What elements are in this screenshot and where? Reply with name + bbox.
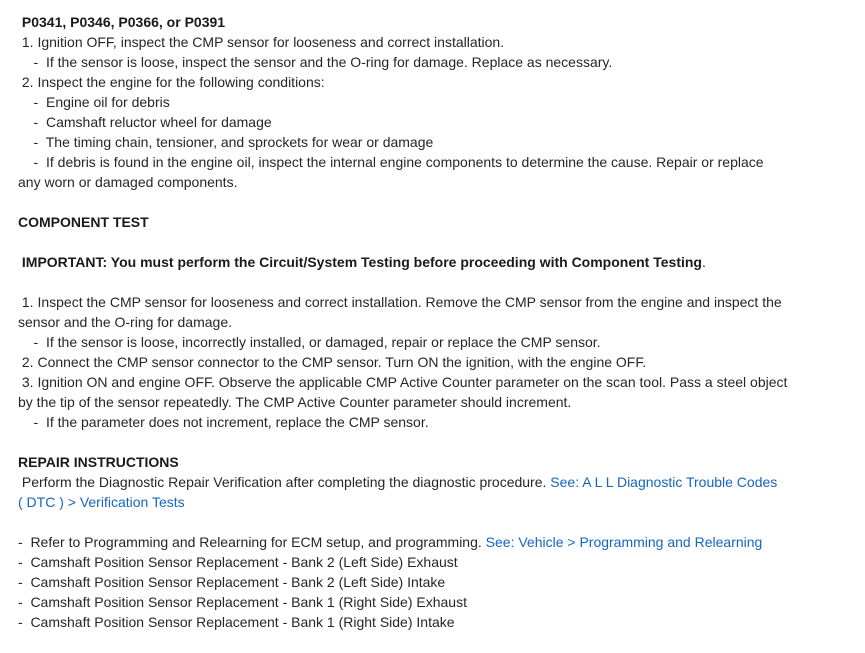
important-note-period: . <box>701 254 706 270</box>
repair-verify-text: Perform the Diagnostic Repair Verification after completing the diagnostic procedure. <box>18 474 551 490</box>
important-note <box>18 252 818 272</box>
component-step-3-cont: by the tip of the sensor repeatedly. The CMP Active Counter parameter should increment. <box>18 394 572 410</box>
programming-relearning-link[interactable]: See: Vehicle > Programming and Relearning <box>485 534 763 550</box>
spacer <box>18 512 818 532</box>
component-step-1-cont: sensor and the O-ring for damage. <box>18 314 233 330</box>
dtc-step-1-sub: - If the sensor is loose, inspect the sensor and the O-ring for damage. Replace as necessary. <box>18 54 613 70</box>
spacer <box>18 192 818 212</box>
component-step-3-sub: - If the parameter does not increment, replace the CMP sensor. <box>18 414 429 430</box>
dtc-step-2-sub-reluctor: - Camshaft reluctor wheel for damage <box>18 114 272 130</box>
component-step-3: 3. Ignition ON and engine OFF. Observe the applicable CMP Active Counter parameter on the scan tool. Pass a steel object <box>18 374 788 390</box>
component-step-1: 1. Inspect the CMP sensor for looseness and correct installation. Remove the CMP sensor from the engine and inspect the <box>18 294 782 310</box>
dtc-heading: P0341, P0346, P0366, or P0391 <box>18 14 226 30</box>
list-item: - Camshaft Position Sensor Replacement - Bank 2 (Left Side) Exhaust <box>18 554 458 570</box>
important-note-text: IMPORTANT: You must perform the Circuit/System Testing before proceeding with Component Testing <box>18 254 702 270</box>
spacer <box>18 272 818 292</box>
component-step-1-sub: - If the sensor is loose, incorrectly installed, or damaged, repair or replace the CMP sensor. <box>18 334 601 350</box>
dtc-step-2: 2. Inspect the engine for the following conditions: <box>18 74 325 90</box>
dtc-step-2-sub-debris-cont: any worn or damaged components. <box>18 174 238 190</box>
dtc-step-1: 1. Ignition OFF, inspect the CMP sensor for looseness and correct installation. <box>18 34 505 50</box>
dtc-step-2-sub-debris: - If debris is found in the engine oil, inspect the internal engine components to determine the cause. Repair or replace <box>18 154 764 170</box>
component-step-2: 2. Connect the CMP sensor connector to the CMP sensor. Turn ON the ignition, with the engine OFF. <box>18 354 647 370</box>
repair-verify-line-cont <box>18 492 818 512</box>
repair-instructions-heading: REPAIR INSTRUCTIONS <box>18 454 179 470</box>
programming-text: - Refer to Programming and Relearning for ECM setup, and programming. <box>18 534 486 550</box>
dtc-step-2-sub-oil: - Engine oil for debris <box>18 94 170 110</box>
spacer <box>18 232 818 252</box>
programming-line <box>18 532 818 552</box>
component-test-heading: COMPONENT TEST <box>18 214 149 230</box>
dtc-step-2-sub-timing: - The timing chain, tensioner, and sprockets for wear or damage <box>18 134 434 150</box>
list-item: - Camshaft Position Sensor Replacement - Bank 1 (Right Side) Exhaust <box>18 594 467 610</box>
verification-tests-link-cont[interactable]: ( DTC ) > Verification Tests <box>18 494 185 510</box>
spacer <box>18 432 818 452</box>
repair-verify-line <box>18 472 818 492</box>
verification-tests-link[interactable]: See: A L L Diagnostic Trouble Codes <box>550 474 778 490</box>
list-item: - Camshaft Position Sensor Replacement - Bank 2 (Left Side) Intake <box>18 574 446 590</box>
list-item: - Camshaft Position Sensor Replacement - Bank 1 (Right Side) Intake <box>18 614 455 630</box>
